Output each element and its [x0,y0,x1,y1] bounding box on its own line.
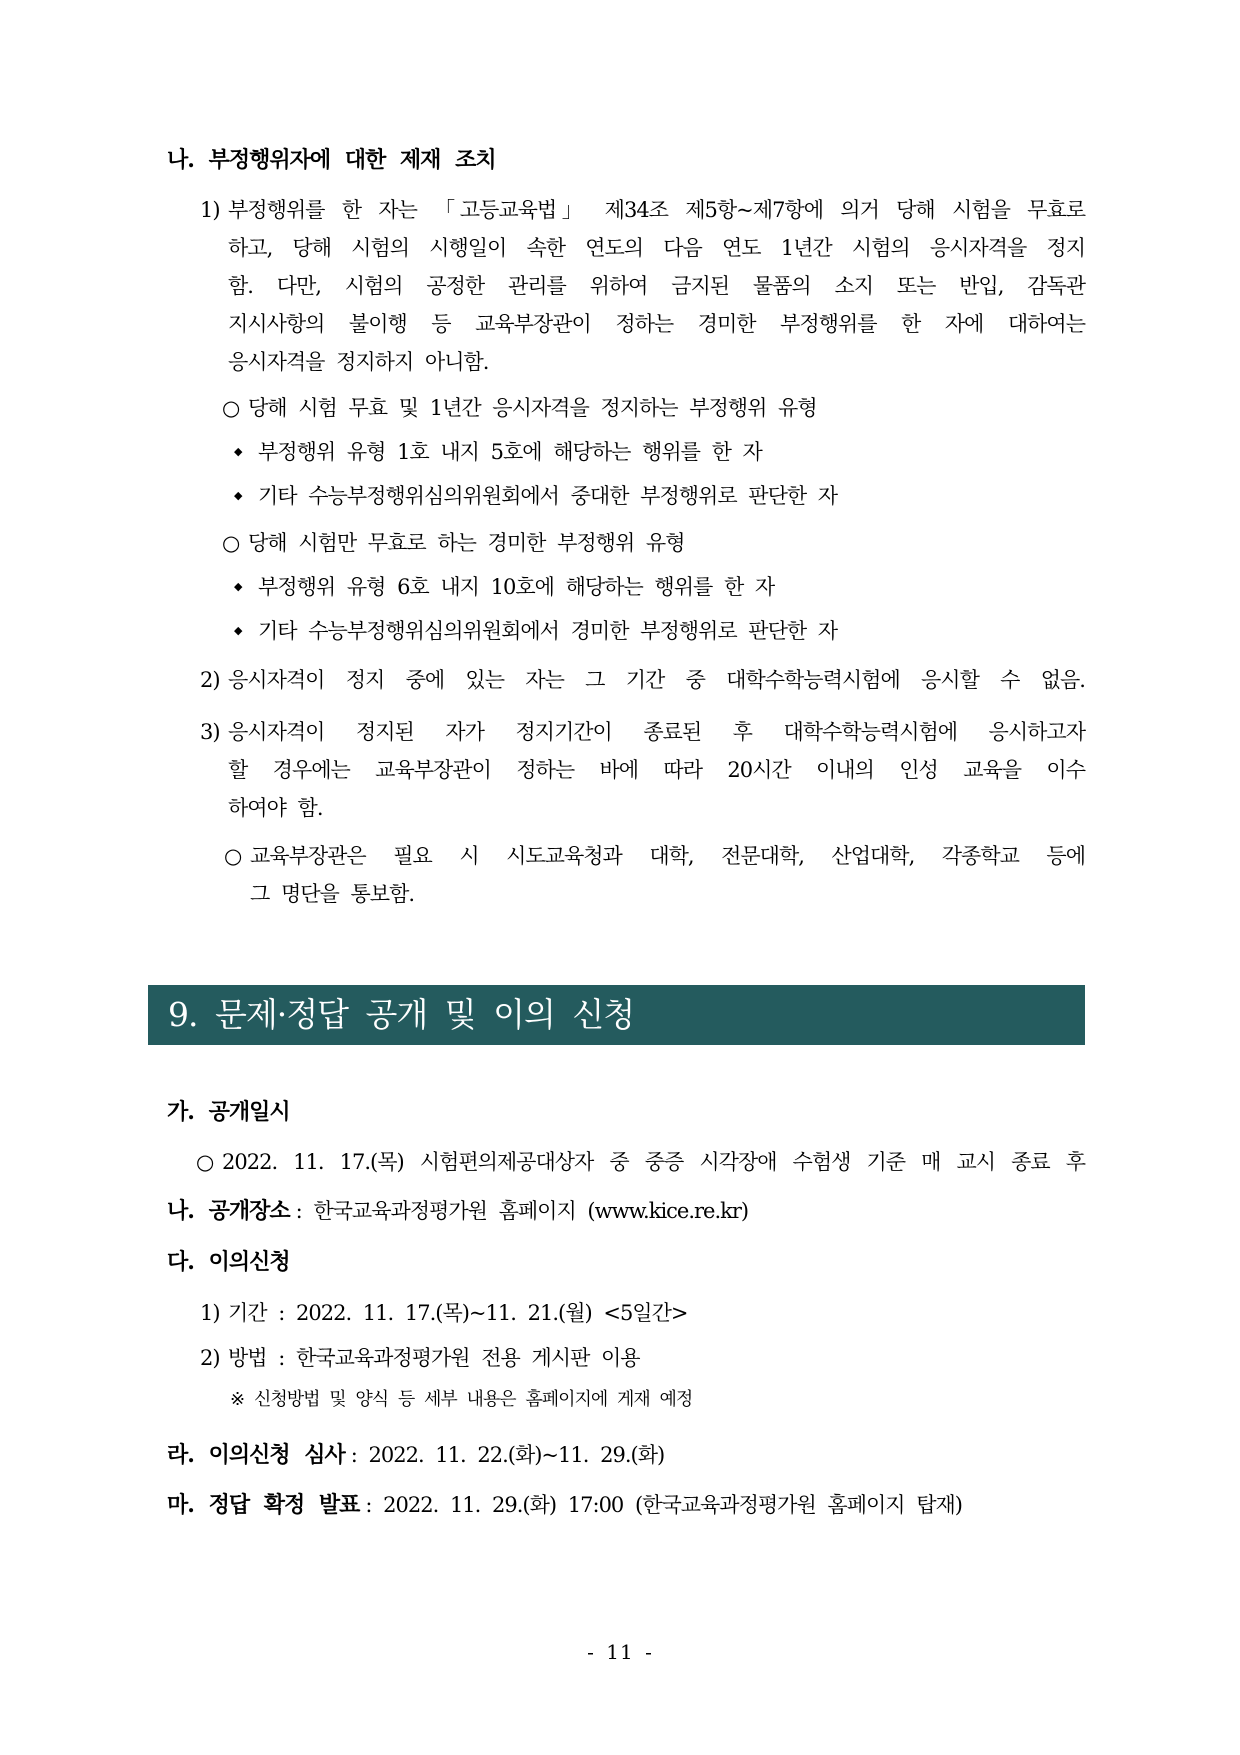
item-text-line: 응시자격을 정지하지 아니함. [228,350,489,374]
circle-bullet-icon: ○ [222,531,240,555]
final-answer-line [167,1486,1240,1524]
release-place-value: : 한국교육과정평가원 홈페이지 (www.kice.re.kr) [295,1199,749,1223]
item-text-line: 하고, 당해 시험의 시행일이 속한 연도의 다음 연도 1년간 시험의 응시자격을 정지 [228,236,1085,260]
notification-note [224,837,1240,913]
sanction-item-1 [200,191,1240,381]
list-item-text: 부정행위 유형 6호 내지 10호에 해당하는 행위를 한 자 [258,575,775,599]
list-item-text: 부정행위 유형 1호 내지 5호에 해당하는 행위를 한 자 [258,440,762,464]
diamond-bullet-icon: ◆ [234,624,242,637]
review-value: : 2022. 11. 22.(화)~11. 29.(화) [350,1443,665,1467]
item-number: 3) [200,720,220,744]
final-answer-label: 마. 정답 확정 발표 [167,1492,360,1518]
group-text: 당해 시험만 무효로 하는 경미한 부정행위 유형 [248,531,685,555]
violation-type-group-void-only [222,524,1240,562]
objection-heading: 다. 이의신청 [167,1249,290,1275]
objection-note [230,1384,1240,1416]
release-date-text: 2022. 11. 17.(목) 시험편의제공대상자 중 중증 시각장애 수험생 기준 매 교시 종료 후 [222,1150,1085,1174]
item-text-line: 지시사항의 불이행 등 교육부장관이 정하는 경미한 부정행위를 한 자에 대하여는 [228,312,1085,336]
objection-method [200,1339,1240,1377]
item-text-line: 할 경우에는 교육부장관이 정하는 바에 따라 20시간 이내의 인성 교육을 이수 [228,758,1085,782]
group-text: 당해 시험 무효 및 1년간 응시자격을 정지하는 부정행위 유형 [248,396,817,420]
sanction-item-2 [200,661,1240,699]
note-text-line: 교육부장관은 필요 시 시도교육청과 대학, 전문대학, 산업대학, 각종학교 등에 [250,844,1085,868]
page-content [0,141,1240,1524]
item-number: 1) [200,198,220,222]
page-number: - 11 - [587,1640,653,1664]
circle-bullet-icon: ○ [196,1150,214,1174]
item-number: 1) [200,1301,220,1325]
item-number: 2) [200,668,220,692]
section-title: 9. 문제·정답 공개 및 이의 신청 [168,995,635,1034]
release-place-line [167,1192,1240,1230]
list-item [234,568,1240,606]
release-place-label: 나. 공개장소 [167,1198,290,1224]
objection-note-text: 신청방법 및 양식 등 세부 내용은 홈페이지에 게재 예정 [254,1389,693,1410]
section-9-title-bar [148,985,1085,1045]
item-text-line: 응시자격이 정지 중에 있는 자는 그 기간 중 대학수학능력시험에 응시할 수 없음. [228,668,1085,692]
review-label: 라. 이의신청 심사 [167,1442,345,1468]
note-text-line: 그 명단을 통보함. [250,882,415,906]
violation-type-group-void-and-suspend [222,389,1240,427]
final-answer-value: : 2022. 11. 29.(화) 17:00 (한국교육과정평가원 홈페이지 탑재) [365,1493,962,1517]
sanction-item-3 [200,713,1240,827]
list-item-text: 기타 수능부정행위심의위원회에서 중대한 부정행위로 판단한 자 [258,484,838,508]
item-text-line: 하여야 함. [228,796,323,820]
objection-period [200,1294,1240,1332]
item-text-line: 함. 다만, 시험의 공정한 관리를 위하여 금지된 물품의 소지 또는 반입, 감독관 [228,274,1085,298]
list-item [234,433,1240,471]
circle-bullet-icon: ○ [222,396,240,420]
list-item-text: 기타 수능부정행위심의위원회에서 경미한 부정행위로 판단한 자 [258,619,838,643]
review-line [167,1436,1240,1474]
item-text-line: 응시자격이 정지된 자가 정지기간이 종료된 후 대학수학능력시험에 응시하고자 [228,720,1085,744]
reference-mark-icon: ※ [230,1389,245,1410]
objection-period-text: 기간 : 2022. 11. 17.(목)~11. 21.(월) <5일간> [228,1301,688,1325]
sanctions-heading: 나. 부정행위자에 대한 제재 조치 [167,147,496,173]
diamond-bullet-icon: ◆ [234,445,242,458]
list-item [234,612,1240,650]
diamond-bullet-icon: ◆ [234,489,242,502]
objection-method-text: 방법 : 한국교육과정평가원 전용 게시판 이용 [228,1346,640,1370]
item-number: 2) [200,1346,220,1370]
release-date-item [196,1143,1240,1181]
release-date-heading: 가. 공개일시 [167,1099,290,1125]
item-text [228,191,1085,381]
circle-bullet-icon: ○ [224,844,242,868]
diamond-bullet-icon: ◆ [234,580,242,593]
list-item [234,477,1240,515]
item-text-line: 부정행위를 한 자는 「고등교육법」 제34조 제5항~제7항에 의거 당해 시험을 무효로 [228,198,1085,222]
